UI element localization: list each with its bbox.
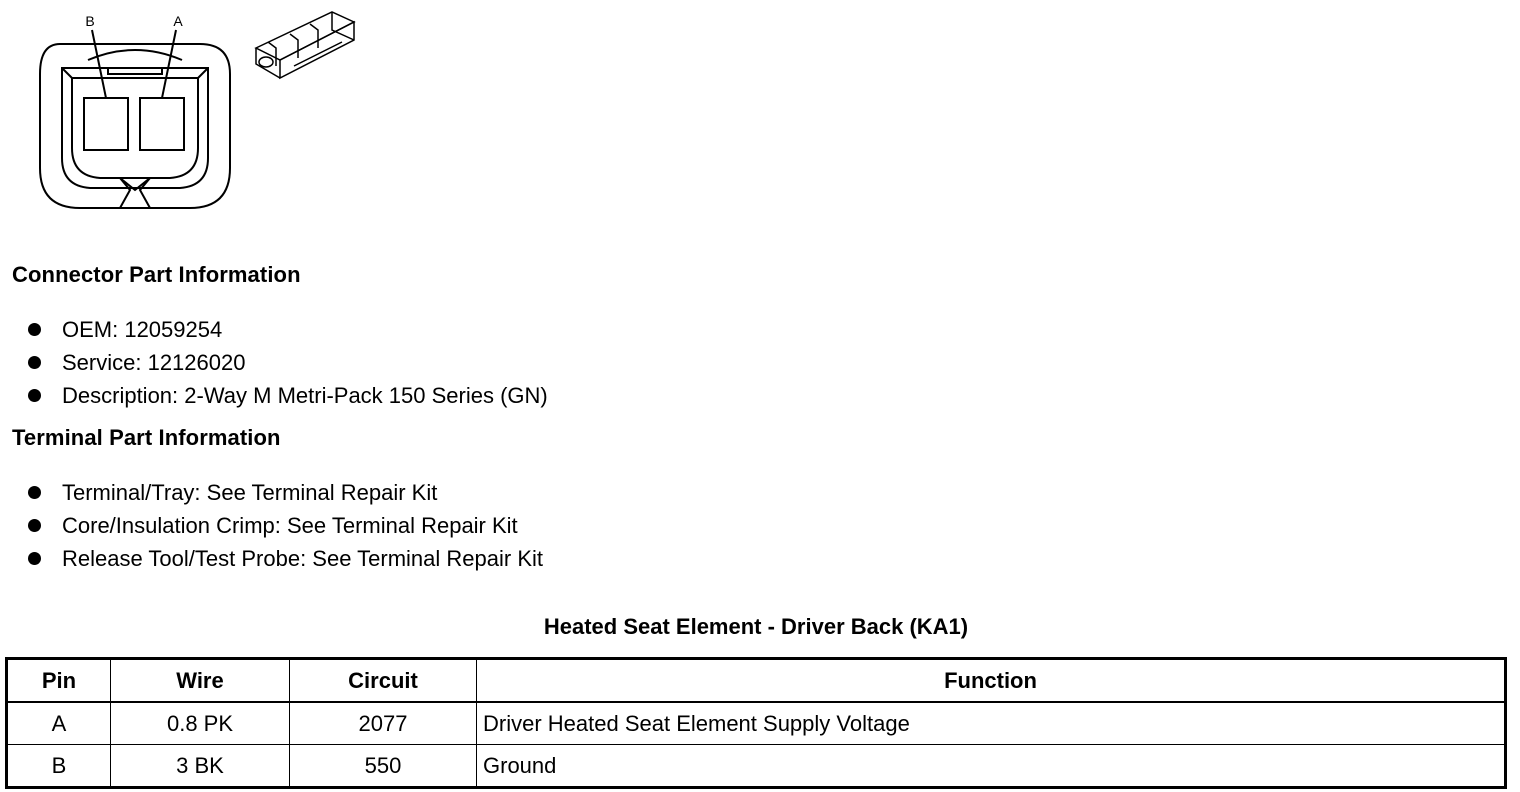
cell-function: Driver Heated Seat Element Supply Voltage [477, 702, 1506, 745]
cell-function: Ground [477, 745, 1506, 788]
terminal-part-info-heading: Terminal Part Information [12, 425, 281, 450]
pin-table-title: Heated Seat Element - Driver Back (KA1) [543, 614, 969, 639]
bullet-icon [28, 486, 41, 499]
table-row [7, 745, 1506, 788]
cell-circuit: 550 [290, 745, 477, 788]
bullet-icon [28, 552, 41, 565]
cell-wire: 0.8 PK [111, 702, 290, 745]
column-header-wire: Wire [111, 659, 290, 703]
list-item: Core/Insulation Crimp: See Terminal Repair Kit [28, 509, 543, 542]
list-item: Description: 2-Way M Metri-Pack 150 Series (GN) [28, 379, 548, 412]
bullet-icon [28, 389, 41, 402]
list-item: Terminal/Tray: See Terminal Repair Kit [28, 476, 543, 509]
column-header-circuit: Circuit [290, 659, 477, 703]
connector-face-diagram [30, 8, 240, 218]
bullet-icon [28, 323, 41, 336]
cell-wire: 3 BK [111, 745, 290, 788]
list-item: Release Tool/Test Probe: See Terminal Repair Kit [28, 542, 543, 575]
connector-part-info-list [28, 313, 548, 412]
bullet-icon [28, 519, 41, 532]
cell-pin: B [7, 745, 111, 788]
connector-part-info-heading: Connector Part Information [12, 262, 301, 287]
column-header-pin: Pin [7, 659, 111, 703]
terminal-part-info-list [28, 476, 543, 575]
cell-pin: A [7, 702, 111, 745]
column-header-function: Function [477, 659, 1506, 703]
bullet-icon [28, 356, 41, 369]
cell-circuit: 2077 [290, 702, 477, 745]
connector-isometric-diagram [250, 4, 362, 86]
list-item: Service: 12126020 [28, 346, 548, 379]
table-header-row [7, 659, 1506, 703]
list-item: OEM: 12059254 [28, 313, 548, 346]
pin-table [5, 657, 1507, 789]
pin-label-a: A [173, 13, 183, 29]
table-row [7, 702, 1506, 745]
pin-label-b: B [85, 13, 95, 29]
